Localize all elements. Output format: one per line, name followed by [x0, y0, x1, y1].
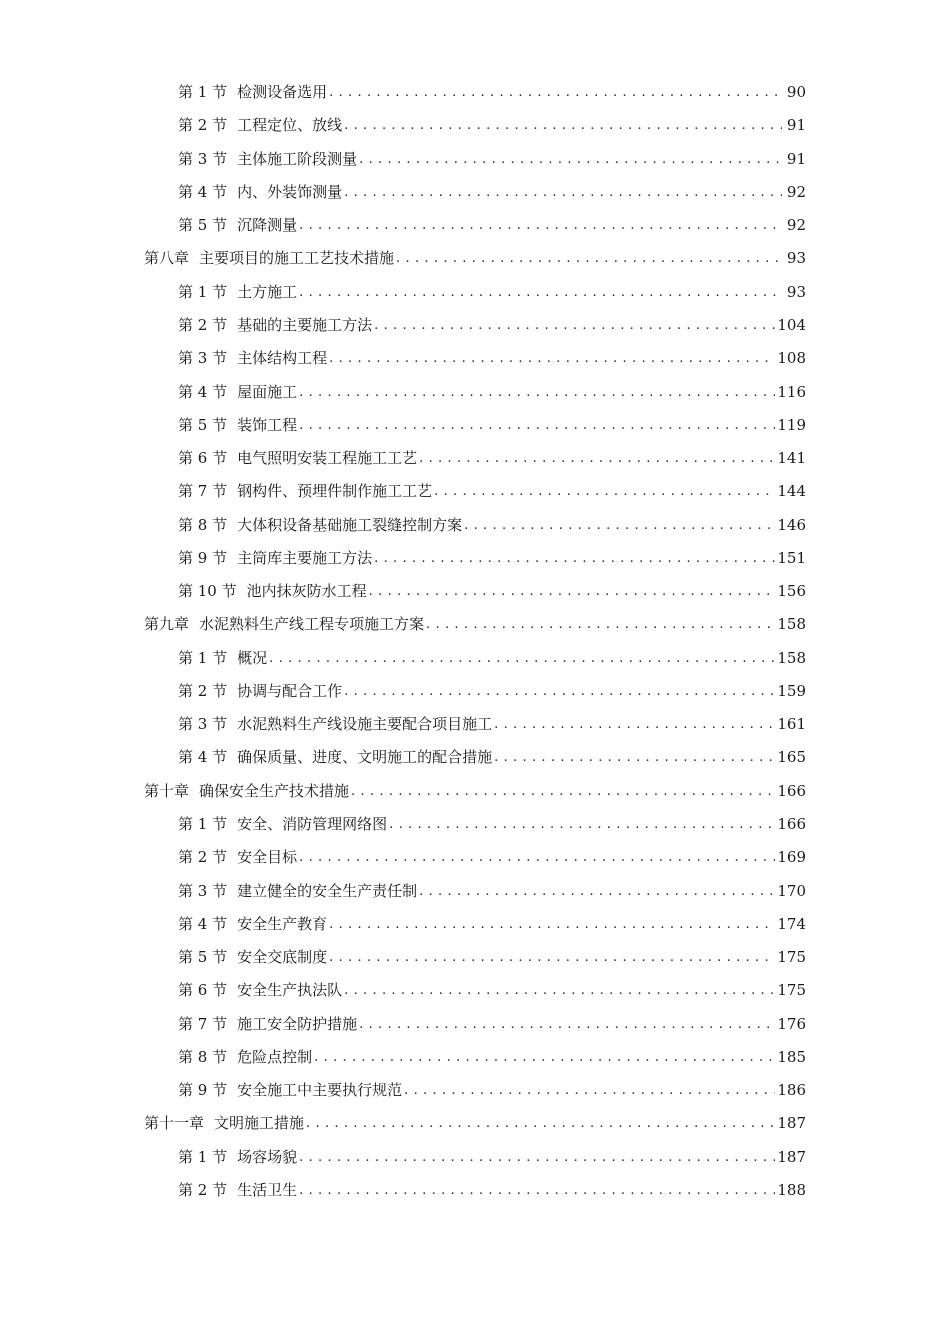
toc-entry-line — [178, 276, 806, 309]
toc-entry-title: 安全交底制度 — [237, 948, 328, 967]
toc-entry-page: 141 — [777, 449, 806, 468]
toc-entry-title: 场容场貌 — [237, 1147, 298, 1166]
toc-section-entry[interactable] — [0, 841, 950, 874]
toc-dot-leader — [329, 908, 775, 941]
toc-entry-line — [178, 841, 806, 874]
toc-entry-line — [178, 509, 806, 542]
toc-entry-line — [144, 775, 806, 808]
toc-entry-title: 主要项目的施工工艺技术措施 — [199, 249, 395, 268]
toc-entry-title: 安全、消防管理网络图 — [237, 814, 388, 833]
toc-section-entry[interactable] — [0, 309, 950, 342]
toc-entry-page: 116 — [777, 382, 806, 401]
toc-entry-page: 146 — [777, 515, 806, 534]
toc-entry-number: 第 9 节 — [178, 1081, 228, 1100]
toc-entry-number: 第 8 节 — [178, 515, 228, 534]
toc-entry-title: 主体施工阶段测量 — [237, 149, 358, 168]
toc-entry-title: 沉降测量 — [237, 216, 298, 235]
toc-entry-line — [178, 741, 806, 774]
toc-entry-title: 土方施工 — [237, 282, 298, 301]
toc-entry-title: 电气照明安装工程施工工艺 — [237, 449, 418, 468]
toc-entry-title: 工程定位、放线 — [237, 116, 343, 135]
toc-entry-page: 175 — [777, 948, 806, 967]
toc-entry-page: 174 — [777, 914, 806, 933]
toc-entry-page: 165 — [777, 748, 806, 767]
toc-entry-line — [178, 542, 806, 575]
toc-entry-number: 第 3 节 — [178, 715, 228, 734]
toc-entry-number: 第 9 节 — [178, 548, 228, 567]
toc-entry-line — [178, 1008, 806, 1041]
toc-entry-number: 第 6 节 — [178, 981, 228, 1000]
toc-entry-title: 生活卫生 — [237, 1180, 298, 1199]
toc-entry-page: 104 — [777, 315, 806, 334]
toc-dot-leader — [359, 143, 782, 176]
toc-entry-number: 第 3 节 — [178, 149, 228, 168]
toc-entry-line — [144, 1107, 806, 1140]
toc-section-entry[interactable] — [0, 508, 950, 541]
toc-dot-leader — [494, 741, 775, 774]
toc-dot-leader — [419, 875, 775, 908]
table-of-contents — [0, 76, 950, 1207]
toc-dot-leader — [299, 209, 782, 242]
toc-section-entry[interactable] — [0, 342, 950, 375]
toc-entry-number: 第九章 — [144, 615, 190, 634]
toc-dot-leader — [389, 808, 775, 841]
toc-dot-leader — [299, 841, 775, 874]
toc-entry-title: 主体结构工程 — [237, 349, 328, 368]
toc-chapter-entry[interactable] — [0, 242, 950, 275]
toc-chapter-entry[interactable] — [0, 608, 950, 641]
toc-entry-number: 第 1 节 — [178, 648, 228, 667]
toc-dot-leader — [329, 941, 775, 974]
toc-entry-line — [178, 1174, 806, 1207]
toc-entry-page: 93 — [786, 282, 806, 301]
toc-entry-number: 第 3 节 — [178, 881, 228, 900]
toc-entry-page: 158 — [777, 615, 806, 634]
toc-entry-title: 大体积设备基础施工裂缝控制方案 — [237, 515, 463, 534]
toc-entry-line — [178, 176, 806, 209]
toc-section-entry[interactable] — [0, 642, 950, 675]
toc-entry-line — [178, 642, 806, 675]
toc-entry-page: 166 — [777, 814, 806, 833]
toc-entry-page: 170 — [777, 881, 806, 900]
toc-entry-title: 安全生产执法队 — [237, 981, 343, 1000]
toc-entry-page: 91 — [786, 116, 806, 135]
toc-section-entry[interactable] — [0, 176, 950, 209]
toc-entry-number: 第 4 节 — [178, 182, 228, 201]
toc-section-entry[interactable] — [0, 475, 950, 508]
toc-dot-leader — [329, 76, 782, 109]
toc-dot-leader — [359, 1008, 775, 1041]
toc-chapter-entry[interactable] — [0, 775, 950, 808]
toc-entry-page: 159 — [777, 681, 806, 700]
toc-entry-number: 第 3 节 — [178, 349, 228, 368]
toc-entry-title: 协调与配合工作 — [237, 681, 343, 700]
toc-entry-line — [178, 875, 806, 908]
toc-entry-title: 危险点控制 — [237, 1047, 313, 1066]
toc-entry-line — [178, 1141, 806, 1174]
toc-entry-title: 文明施工措施 — [214, 1114, 305, 1133]
toc-entry-page: 175 — [777, 981, 806, 1000]
toc-section-entry[interactable] — [0, 209, 950, 242]
toc-dot-leader — [404, 1074, 775, 1107]
toc-entry-number: 第 5 节 — [178, 948, 228, 967]
toc-entry-title: 安全施工中主要执行规范 — [237, 1081, 403, 1100]
toc-entry-title: 钢构件、预埋件制作施工工艺 — [237, 482, 433, 501]
toc-entry-title: 主筒库主要施工方法 — [237, 548, 373, 567]
toc-entry-page: 186 — [777, 1081, 806, 1100]
toc-entry-title: 内、外装饰测量 — [237, 182, 343, 201]
toc-entry-line — [178, 76, 806, 109]
toc-section-entry[interactable] — [0, 575, 950, 608]
toc-entry-number: 第 6 节 — [178, 449, 228, 468]
toc-entry-page: 176 — [777, 1014, 806, 1033]
toc-section-entry[interactable] — [0, 1074, 950, 1107]
toc-dot-leader — [344, 675, 775, 708]
toc-entry-line — [178, 342, 806, 375]
toc-entry-page: 158 — [777, 648, 806, 667]
toc-entry-line — [178, 143, 806, 176]
toc-entry-title: 安全目标 — [237, 848, 298, 867]
toc-section-entry[interactable] — [0, 708, 950, 741]
toc-entry-title: 确保质量、进度、文明施工的配合措施 — [237, 748, 493, 767]
toc-section-entry[interactable] — [0, 375, 950, 408]
toc-section-entry[interactable] — [0, 109, 950, 142]
toc-dot-leader — [344, 974, 775, 1007]
toc-entry-number: 第 4 节 — [178, 914, 228, 933]
toc-section-entry[interactable] — [0, 675, 950, 708]
toc-entry-line — [178, 675, 806, 708]
toc-entry-line — [178, 376, 806, 409]
toc-entry-title: 水泥熟料生产线设施主要配合项目施工 — [237, 715, 493, 734]
toc-entry-number: 第 2 节 — [178, 315, 228, 334]
toc-entry-page: 187 — [777, 1114, 806, 1133]
toc-entry-title: 水泥熟料生产线工程专项施工方案 — [199, 615, 425, 634]
toc-dot-leader — [419, 442, 775, 475]
toc-entry-number: 第 1 节 — [178, 282, 228, 301]
toc-entry-number: 第十章 — [144, 781, 190, 800]
toc-section-entry[interactable] — [0, 741, 950, 774]
toc-entry-number: 第 5 节 — [178, 216, 228, 235]
toc-entry-title: 施工安全防护措施 — [237, 1014, 358, 1033]
toc-entry-page: 185 — [777, 1047, 806, 1066]
toc-entry-line — [178, 209, 806, 242]
toc-dot-leader — [494, 708, 775, 741]
toc-dot-leader — [396, 242, 782, 275]
toc-entry-page: 156 — [777, 582, 806, 601]
toc-section-entry[interactable] — [0, 1174, 950, 1207]
toc-dot-leader — [306, 1107, 775, 1140]
toc-entry-line — [178, 941, 806, 974]
toc-section-entry[interactable] — [0, 1041, 950, 1074]
toc-entry-number: 第 4 节 — [178, 382, 228, 401]
toc-entry-page: 151 — [777, 548, 806, 567]
toc-entry-page: 93 — [786, 249, 806, 268]
toc-entry-number: 第 8 节 — [178, 1047, 228, 1066]
toc-entry-number: 第 2 节 — [178, 848, 228, 867]
toc-dot-leader — [299, 276, 782, 309]
toc-section-entry[interactable] — [0, 874, 950, 907]
toc-entry-page: 92 — [786, 182, 806, 201]
toc-entry-page: 119 — [777, 415, 806, 434]
toc-dot-leader — [374, 542, 775, 575]
toc-entry-page: 161 — [777, 715, 806, 734]
toc-section-entry[interactable] — [0, 276, 950, 309]
toc-entry-title: 池内抹灰防水工程 — [246, 582, 367, 601]
toc-dot-leader — [299, 1174, 775, 1207]
toc-section-entry[interactable] — [0, 542, 950, 575]
toc-dot-leader — [344, 176, 782, 209]
toc-entry-number: 第 7 节 — [178, 482, 228, 501]
toc-entry-page: 166 — [777, 781, 806, 800]
toc-dot-leader — [299, 1141, 775, 1174]
toc-entry-title: 建立健全的安全生产责任制 — [237, 881, 418, 900]
toc-entry-number: 第 7 节 — [178, 1014, 228, 1033]
toc-dot-leader — [426, 608, 775, 641]
toc-entry-number: 第 2 节 — [178, 1180, 228, 1199]
toc-section-entry[interactable] — [0, 908, 950, 941]
toc-section-entry[interactable] — [0, 409, 950, 442]
toc-entry-line — [178, 974, 806, 1007]
toc-entry-page: 187 — [777, 1147, 806, 1166]
toc-dot-leader — [299, 376, 775, 409]
toc-entry-number: 第 1 节 — [178, 83, 228, 102]
toc-section-entry[interactable] — [0, 808, 950, 841]
toc-section-entry[interactable] — [0, 974, 950, 1007]
toc-dot-leader — [314, 1041, 775, 1074]
toc-entry-number: 第 2 节 — [178, 116, 228, 135]
toc-entry-title: 概况 — [237, 648, 268, 667]
toc-entry-line — [178, 1041, 806, 1074]
toc-entry-title: 基础的主要施工方法 — [237, 315, 373, 334]
toc-dot-leader — [374, 309, 775, 342]
toc-entry-line — [178, 1074, 806, 1107]
toc-entry-line — [178, 309, 806, 342]
toc-dot-leader — [269, 642, 775, 675]
toc-entry-page: 108 — [777, 349, 806, 368]
toc-entry-number: 第 5 节 — [178, 415, 228, 434]
toc-entry-number: 第 1 节 — [178, 1147, 228, 1166]
toc-entry-title: 安全生产教育 — [237, 914, 328, 933]
toc-entry-line — [178, 475, 806, 508]
toc-dot-leader — [351, 775, 775, 808]
toc-entry-page: 169 — [777, 848, 806, 867]
toc-entry-line — [178, 575, 806, 608]
toc-entry-number: 第 10 节 — [178, 582, 237, 601]
toc-section-entry[interactable] — [0, 941, 950, 974]
toc-entry-line — [144, 608, 806, 641]
toc-entry-line — [144, 242, 806, 275]
toc-entry-title: 屋面施工 — [237, 382, 298, 401]
toc-entry-line — [178, 808, 806, 841]
toc-entry-number: 第八章 — [144, 249, 190, 268]
toc-entry-page: 91 — [786, 149, 806, 168]
toc-entry-line — [178, 908, 806, 941]
toc-dot-leader — [434, 475, 775, 508]
toc-entry-number: 第 1 节 — [178, 814, 228, 833]
toc-entry-page: 144 — [777, 482, 806, 501]
toc-entry-line — [178, 109, 806, 142]
toc-dot-leader — [344, 109, 782, 142]
toc-entry-line — [178, 409, 806, 442]
toc-section-entry[interactable] — [0, 1141, 950, 1174]
toc-entry-line — [178, 708, 806, 741]
toc-dot-leader — [299, 409, 775, 442]
toc-dot-leader — [464, 509, 775, 542]
toc-entry-title: 确保安全生产技术措施 — [199, 781, 350, 800]
toc-section-entry[interactable] — [0, 442, 950, 475]
toc-chapter-entry[interactable] — [0, 1107, 950, 1140]
toc-entry-number: 第 2 节 — [178, 681, 228, 700]
toc-entry-number: 第 4 节 — [178, 748, 228, 767]
toc-entry-title: 装饰工程 — [237, 415, 298, 434]
toc-section-entry[interactable] — [0, 143, 950, 176]
toc-entry-number: 第十一章 — [144, 1114, 205, 1133]
toc-entry-page: 188 — [777, 1180, 806, 1199]
toc-section-entry[interactable] — [0, 1007, 950, 1040]
toc-dot-leader — [329, 342, 775, 375]
toc-entry-line — [178, 442, 806, 475]
toc-entry-title: 检测设备选用 — [237, 83, 328, 102]
toc-entry-page: 90 — [786, 83, 806, 102]
toc-dot-leader — [369, 575, 776, 608]
toc-entry-page: 92 — [786, 216, 806, 235]
toc-section-entry[interactable] — [0, 76, 950, 109]
